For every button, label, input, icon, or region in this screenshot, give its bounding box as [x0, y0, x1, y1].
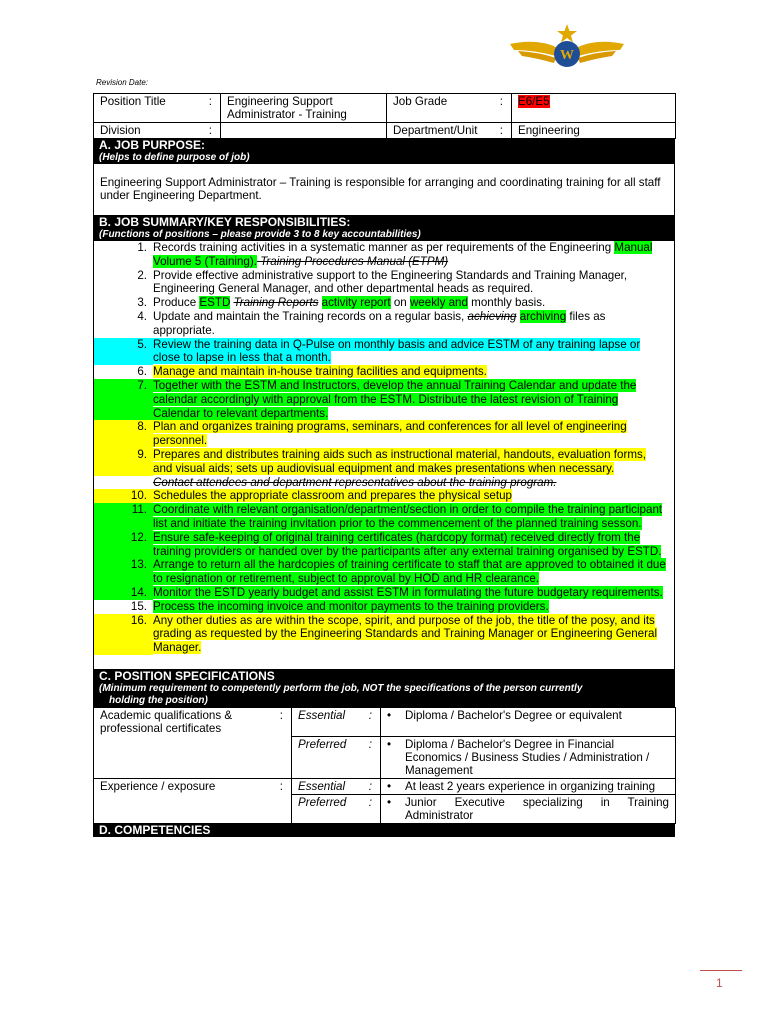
experience-essential-cell: • At least 2 years experience in organizing training [381, 778, 676, 794]
list-item [94, 476, 668, 490]
section-b-title: B. JOB SUMMARY/KEY RESPONSIBILITIES: [99, 215, 351, 229]
list-item: 10. Schedules the appropriate classroom and prepares the physical setup [94, 489, 668, 503]
academic-essential-cell: • Diploma / Bachelor's Degree or equivalent [381, 707, 676, 736]
division-value [221, 123, 387, 139]
list-item: 14. Monitor the ESTD yearly budget and assist ESTM in formulating the future budgetary requirements. [94, 586, 668, 600]
experience-preferred-cell: • Junior Executive specializing in Training Administrator [381, 794, 676, 823]
academic-label-cell: Academic qualifications & professional certificates : [94, 707, 292, 778]
division-label: Division [100, 124, 141, 137]
section-b-header [93, 216, 675, 241]
list-item: 12. Ensure safe-keeping of original training certificates (hardcopy format) received directly from the training providers or handed over by the participants after any external training organised by ESTD. [94, 531, 668, 559]
academic-preferred-value: Diploma / Bachelor's Degree in Financial Economics / Business Studies / Administration / Management [405, 737, 650, 777]
svg-text:W: W [560, 48, 574, 63]
essential-label: Essential : [292, 707, 381, 736]
position-title-label-cell: Position Title : [94, 94, 221, 123]
section-c-header [93, 670, 675, 707]
section-d-title: D. COMPETENCIES [99, 822, 211, 837]
winged-logo-icon [508, 22, 626, 76]
experience-essential-value: At least 2 years experience in organizing training [405, 779, 656, 793]
department-label: Department/Unit [393, 124, 478, 137]
section-c-subtitle-2: holding the position) [109, 694, 208, 706]
section-d-header [93, 824, 675, 837]
division-label-cell: Division : [94, 123, 221, 139]
list-item: 8. Plan and organizes training programs, seminars, and conferences for all level of engineering personnel. [94, 420, 668, 448]
section-a-title: A. JOB PURPOSE: [99, 138, 206, 152]
job-grade-label: Job Grade [393, 95, 448, 108]
page-number: 1 [716, 976, 723, 990]
job-grade-value-cell [512, 94, 676, 123]
list-item: 15. Process the incoming invoice and monitor payments to the training providers. [130, 599, 549, 613]
list-item: 4. Update and maintain the Training records on a regular basis, achieving archiving files as appropriate. [137, 309, 606, 337]
job-description-document [93, 93, 675, 837]
revision-date-label: Revision Date: [96, 78, 149, 87]
job-purpose-text: Engineering Support Administrator – Training is responsible for arranging and coordinating training for all staff under Engineering Department. [93, 164, 675, 216]
department-label-cell: Department/Unit : [387, 123, 512, 139]
struck-item: Contact attendees and department representatives about the training program. [153, 475, 557, 489]
section-b-subtitle: (Functions of positions – please provide 3 to 8 key accountabilities) [99, 229, 421, 240]
department-value: Engineering [512, 123, 676, 139]
academic-label: Academic qualifications & professional certificates [100, 708, 233, 735]
list-item: 2. Provide effective administrative support to the Engineering Standards and Training Manager, Engineering General Manager, and other departmental heads as required. [137, 268, 628, 296]
list-item: 5. Review the training data in Q-Pulse on monthly basis and advice ESTM of any training lapse or close to lapse in less that a month. [94, 338, 668, 366]
preferred-label: Preferred : [292, 794, 381, 823]
job-grade-label-cell: Job Grade : [387, 94, 512, 123]
list-item: 3. Produce ESTD Training Reports activity report on weekly and monthly basis. [137, 296, 546, 310]
academic-essential-value: Diploma / Bachelor's Degree or equivalent [405, 708, 622, 722]
experience-label-cell: Experience / exposure : [94, 778, 292, 823]
section-c-subtitle-1: (Minimum requirement to competently perform the job, NOT the specifications of the person currently [99, 682, 583, 694]
list-item: 9. Prepares and distributes training aids such as instructional material, handouts, evaluation forms, and visual aids; sets up audiovisual equipment and makes presentations when necessary. [94, 448, 668, 476]
header-info-table [93, 93, 676, 139]
list-item: 11. Coordinate with relevant organisation/department/section in order to compile the training participant list and initiate the training invitation prior to the commencement of the planned training sesson. [94, 503, 668, 531]
section-a-subtitle: (Helps to define purpose of job) [99, 152, 250, 163]
footer-divider [700, 970, 742, 971]
position-title-value: Engineering Support Administrator - Training [221, 94, 387, 123]
section-a-header [93, 139, 675, 164]
job-grade-value: E6/E5 [518, 95, 550, 108]
list-item: 13. Arrange to return all the hardcopies of training certificate to staff that are approved to obtained it due to resignation or retirement, subject to approval by HOD and HR clearance. [94, 558, 668, 586]
position-spec-table [93, 707, 676, 824]
list-item: 6. Manage and maintain in-house training facilities and equipments. [137, 365, 487, 379]
experience-preferred-value: Junior Executive specializing in Training Administrator [405, 795, 669, 822]
list-item: 1. Records training activities in a systematic manner as per requirements of the Engineering Manual Volume 5 (Training). Training Procedures Manual (ETPM) [137, 241, 653, 268]
essential-label: Essential : [292, 778, 381, 794]
academic-preferred-cell: • Diploma / Bachelor's Degree in Financial Economics / Business Studies / Administration / Management [381, 736, 676, 778]
responsibilities-list [93, 241, 675, 670]
preferred-label: Preferred : [292, 736, 381, 778]
list-item: 16. Any other duties as are within the scope, spirit, and purpose of the job, the title of the posy, and its grading as requested by the Engineering Standards and Training Manager or Engineering General Manager. [94, 614, 668, 655]
section-c-title: C. POSITION SPECIFICATIONS [99, 668, 275, 683]
list-item: 7. Together with the ESTM and Instructors, develop the annual Training Calendar and update the calendar accordingly with approval from the ESTM. Distribute the latest revision of Training Calendar to relevant departments. [94, 379, 668, 420]
position-title-label: Position Title [100, 95, 166, 108]
experience-label: Experience / exposure [100, 779, 216, 793]
